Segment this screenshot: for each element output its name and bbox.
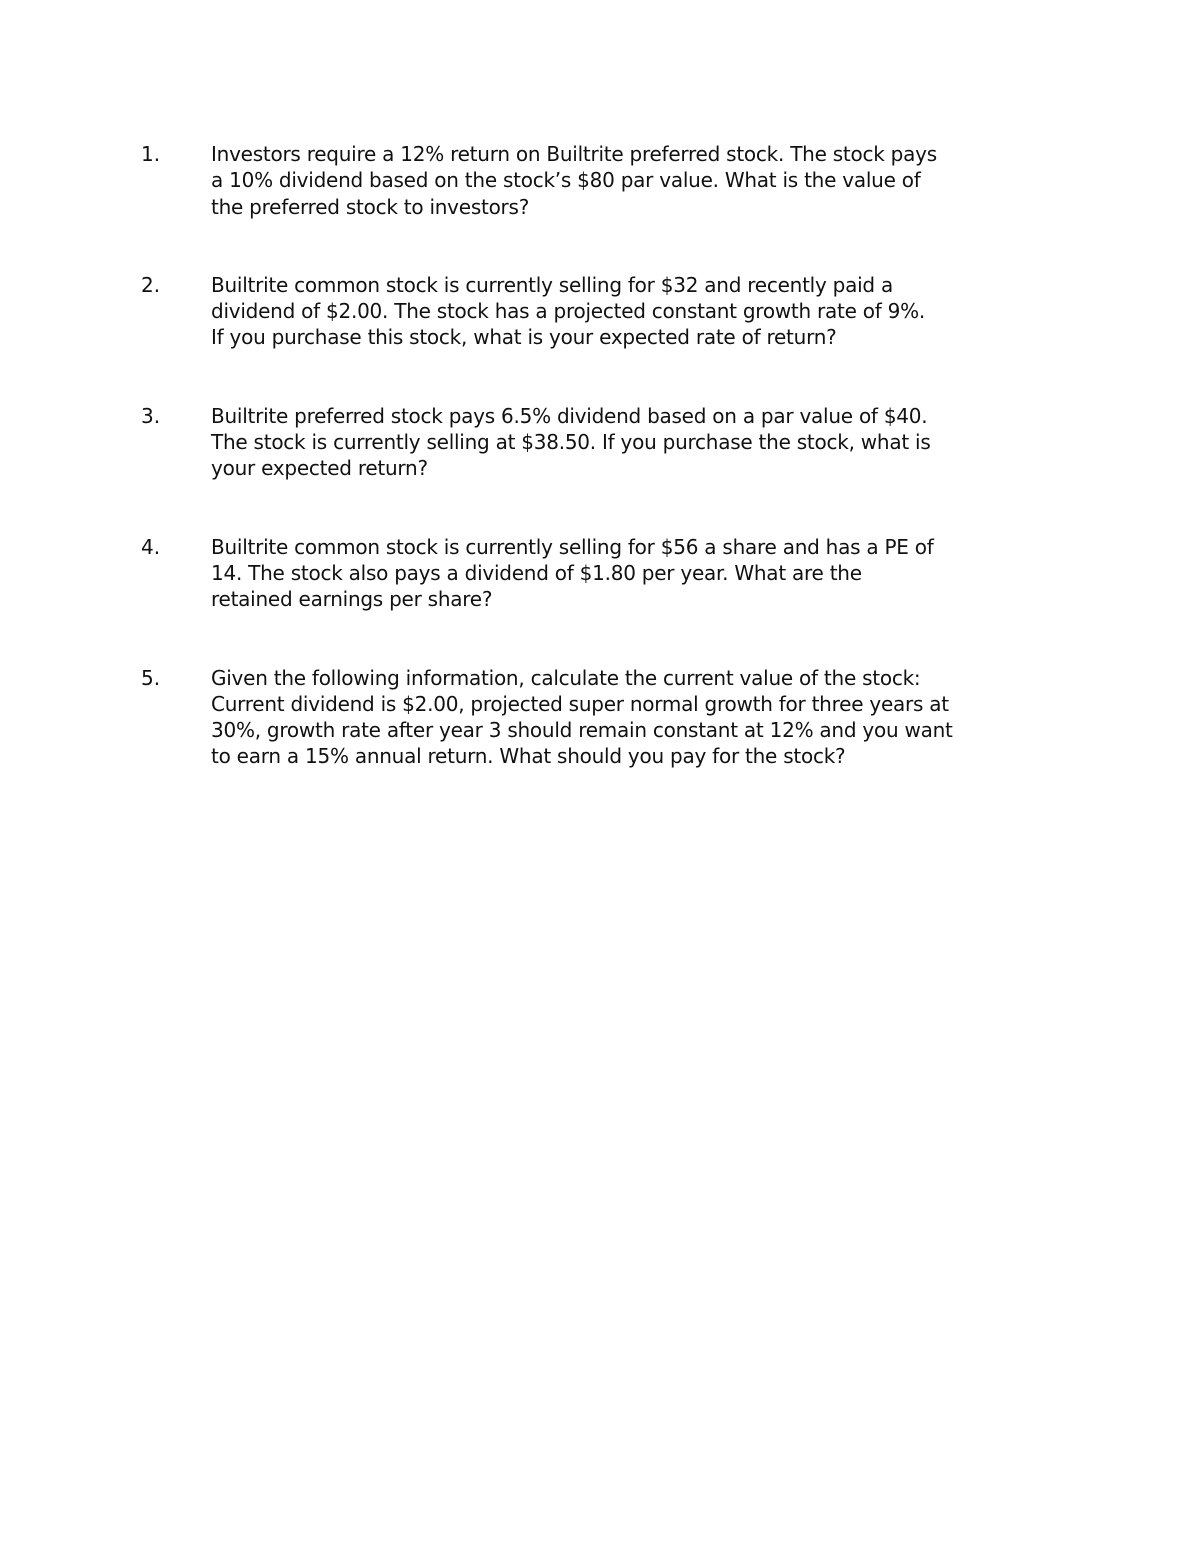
question-text <box>211 403 1071 482</box>
question-item <box>141 141 1071 220</box>
question-line: Current dividend is $2.00, projected super normal growth for three years at <box>211 691 949 716</box>
question-item <box>141 665 1071 770</box>
question-line: a 10% dividend based on the stock’s $80 par value. What is the value of <box>211 168 921 193</box>
question-text <box>211 141 1071 220</box>
question-line: Investors require a 12% return on Builtrite preferred stock. The stock pays <box>211 142 937 166</box>
question-text <box>211 272 1071 351</box>
question-number: 1. <box>141 142 161 166</box>
question-number: 4. <box>141 534 161 559</box>
question-text <box>211 665 1071 770</box>
question-number: 2. <box>141 272 161 297</box>
question-number: 3. <box>141 403 161 428</box>
question-number: 5. <box>141 665 161 690</box>
question-list <box>141 141 1071 822</box>
question-item <box>141 272 1071 351</box>
question-line: Given the following information, calculate the current value of the stock: <box>211 665 921 690</box>
question-line: Builtrite preferred stock pays 6.5% dividend based on a par value of $40. <box>211 403 928 428</box>
question-text <box>211 534 1071 613</box>
question-line: 30%, growth rate after year 3 should remain constant at 12% and you want <box>211 718 953 743</box>
question-line: 14. The stock also pays a dividend of $1.80 per year. What are the <box>211 560 862 585</box>
question-line: dividend of $2.00. The stock has a projected constant growth rate of 9%. <box>211 299 926 324</box>
question-line: The stock is currently selling at $38.50. If you purchase the stock, what is <box>211 430 931 455</box>
question-line: If you purchase this stock, what is your expected rate of return? <box>211 325 837 350</box>
question-line: to earn a 15% annual return. What should you pay for the stock? <box>211 744 846 769</box>
question-line: your expected return? <box>211 456 428 481</box>
question-line: Builtrite common stock is currently selling for $32 and recently paid a <box>211 272 893 297</box>
question-line: Builtrite common stock is currently selling for $56 a share and has a PE of <box>211 534 934 559</box>
question-item <box>141 534 1071 613</box>
question-line: the preferred stock to investors? <box>211 194 530 219</box>
question-item <box>141 403 1071 482</box>
question-line: retained earnings per share? <box>211 587 493 612</box>
